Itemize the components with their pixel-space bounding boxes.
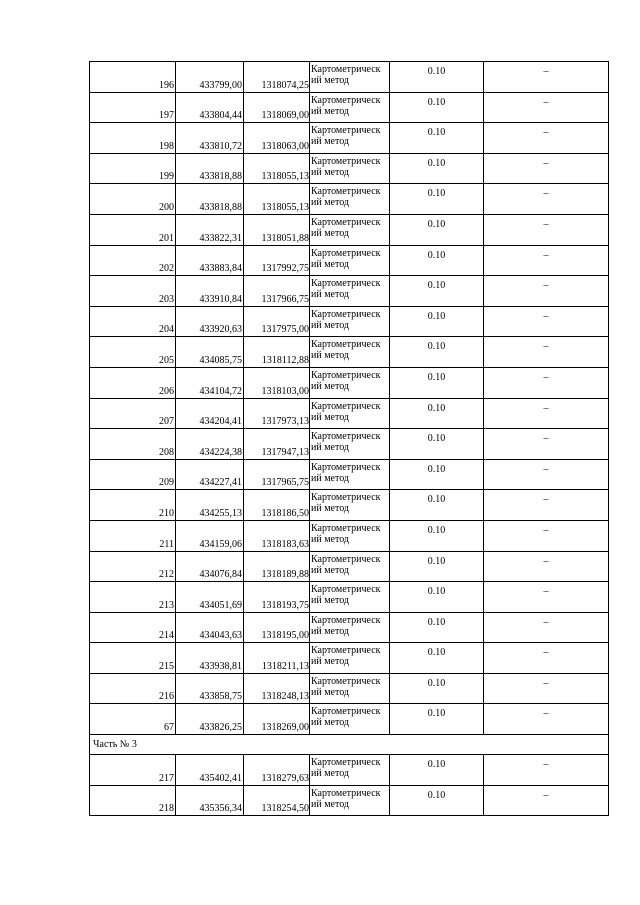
table-body-part-2 <box>90 62 609 735</box>
method-cell <box>310 490 390 521</box>
accuracy-cell: 0.10 <box>390 551 484 582</box>
point-number: 200 <box>90 184 176 215</box>
method-cell <box>310 184 390 215</box>
point-number: 204 <box>90 306 176 337</box>
method-text-line1: Картометрическ <box>311 278 381 290</box>
table-row <box>90 551 609 582</box>
coord-x: 434227,41 <box>176 459 244 490</box>
coord-y: 1317965,75 <box>244 459 310 490</box>
point-number: 213 <box>90 582 176 613</box>
coord-y: 1318279,63 <box>244 755 310 786</box>
point-number: 215 <box>90 643 176 674</box>
method-text-line1: Картометрическ <box>311 675 381 687</box>
method-text-line2: ий метод <box>311 442 350 454</box>
point-number: 210 <box>90 490 176 521</box>
method-cell <box>310 429 390 460</box>
table-body-part-3 <box>90 755 609 816</box>
point-number: 202 <box>90 245 176 276</box>
method-text-line2: ий метод <box>311 717 350 729</box>
method-cell <box>310 755 390 786</box>
coord-y: 1318269,00 <box>244 704 310 735</box>
description-cell: – <box>484 245 609 276</box>
method-cell <box>310 62 390 93</box>
table-row <box>90 214 609 245</box>
method-text-line1: Картометрическ <box>311 369 381 381</box>
accuracy-cell: 0.10 <box>390 245 484 276</box>
method-text-line1: Картометрическ <box>311 216 381 228</box>
method-text-line1: Картометрическ <box>311 247 381 259</box>
coord-x: 433810,72 <box>176 123 244 154</box>
point-number: 218 <box>90 785 176 816</box>
coord-x: 434255,13 <box>176 490 244 521</box>
description-cell: – <box>484 704 609 735</box>
accuracy-cell: 0.10 <box>390 673 484 704</box>
method-cell <box>310 153 390 184</box>
method-cell <box>310 643 390 674</box>
point-number: 203 <box>90 276 176 307</box>
coord-y: 1317975,00 <box>244 306 310 337</box>
method-text-line1: Картометрическ <box>311 787 381 799</box>
coord-y: 1318051,88 <box>244 214 310 245</box>
method-text-line1: Картометрическ <box>311 522 381 534</box>
part-label: Часть № 3 <box>90 735 609 755</box>
point-number: 198 <box>90 123 176 154</box>
coord-x: 434085,75 <box>176 337 244 368</box>
accuracy-cell: 0.10 <box>390 367 484 398</box>
description-cell: – <box>484 551 609 582</box>
method-text-line2: ий метод <box>311 350 350 362</box>
method-text-line2: ий метод <box>311 319 350 331</box>
method-cell <box>310 306 390 337</box>
accuracy-cell: 0.10 <box>390 62 484 93</box>
description-cell: – <box>484 306 609 337</box>
method-text-line2: ий метод <box>311 656 350 668</box>
point-number: 201 <box>90 214 176 245</box>
point-number: 199 <box>90 153 176 184</box>
description-cell: – <box>484 520 609 551</box>
coord-y: 1318183,63 <box>244 520 310 551</box>
method-text-line1: Картометрическ <box>311 614 381 626</box>
coord-y: 1318186,50 <box>244 490 310 521</box>
method-text-line2: ий метод <box>311 227 350 239</box>
coord-y: 1318254,50 <box>244 785 310 816</box>
method-text-line2: ий метод <box>311 625 350 637</box>
table-row <box>90 459 609 490</box>
table-row <box>90 582 609 613</box>
method-text-line2: ий метод <box>311 798 350 810</box>
part-header-row <box>90 735 609 755</box>
accuracy-cell: 0.10 <box>390 704 484 735</box>
accuracy-cell: 0.10 <box>390 153 484 184</box>
method-text-line2: ий метод <box>311 595 350 607</box>
method-text-line2: ий метод <box>311 768 350 780</box>
method-cell <box>310 785 390 816</box>
method-text-line2: ий метод <box>311 503 350 515</box>
method-text-line1: Картометрическ <box>311 553 381 565</box>
description-cell: – <box>484 184 609 215</box>
coord-y: 1317947,13 <box>244 429 310 460</box>
description-cell: – <box>484 582 609 613</box>
table-row <box>90 612 609 643</box>
table-row <box>90 337 609 368</box>
method-text-line1: Картометрическ <box>311 125 381 137</box>
description-cell: – <box>484 214 609 245</box>
accuracy-cell: 0.10 <box>390 490 484 521</box>
accuracy-cell: 0.10 <box>390 184 484 215</box>
method-cell <box>310 367 390 398</box>
description-cell: – <box>484 643 609 674</box>
method-text-line2: ий метод <box>311 105 350 117</box>
method-cell <box>310 520 390 551</box>
method-text-line1: Картометрическ <box>311 339 381 351</box>
method-text-line2: ий метод <box>311 533 350 545</box>
table-row <box>90 643 609 674</box>
coord-y: 1318055,13 <box>244 184 310 215</box>
method-text-line1: Картометрическ <box>311 64 381 75</box>
coord-y: 1318189,88 <box>244 551 310 582</box>
method-text-line1: Картометрическ <box>311 757 381 769</box>
method-text-line1: Картометрическ <box>311 94 381 106</box>
description-cell: – <box>484 398 609 429</box>
description-cell: – <box>484 153 609 184</box>
method-text-line2: ий метод <box>311 197 350 209</box>
method-text-line2: ий метод <box>311 686 350 698</box>
coord-x: 434204,41 <box>176 398 244 429</box>
accuracy-cell: 0.10 <box>390 306 484 337</box>
description-cell: – <box>484 755 609 786</box>
accuracy-cell: 0.10 <box>390 398 484 429</box>
table-row <box>90 184 609 215</box>
table-row <box>90 755 609 786</box>
coord-x: 434224,38 <box>176 429 244 460</box>
method-text-line1: Картометрическ <box>311 308 381 320</box>
point-number: 206 <box>90 367 176 398</box>
accuracy-cell: 0.10 <box>390 643 484 674</box>
description-cell: – <box>484 92 609 123</box>
table-row <box>90 490 609 521</box>
accuracy-cell: 0.10 <box>390 785 484 816</box>
coord-y: 1317992,75 <box>244 245 310 276</box>
point-number: 197 <box>90 92 176 123</box>
method-text-line1: Картометрическ <box>311 584 381 596</box>
coord-x: 433883,84 <box>176 245 244 276</box>
accuracy-cell: 0.10 <box>390 214 484 245</box>
description-cell: – <box>484 62 609 93</box>
table-row <box>90 123 609 154</box>
accuracy-cell: 0.10 <box>390 92 484 123</box>
description-cell: – <box>484 123 609 154</box>
method-cell <box>310 214 390 245</box>
method-cell <box>310 337 390 368</box>
accuracy-cell: 0.10 <box>390 429 484 460</box>
accuracy-cell: 0.10 <box>390 459 484 490</box>
point-number: 216 <box>90 673 176 704</box>
method-cell <box>310 582 390 613</box>
table-row <box>90 704 609 735</box>
coord-x: 433818,88 <box>176 153 244 184</box>
method-cell <box>310 612 390 643</box>
coord-y: 1317973,13 <box>244 398 310 429</box>
point-number: 67 <box>90 704 176 735</box>
method-cell <box>310 459 390 490</box>
point-number: 211 <box>90 520 176 551</box>
accuracy-cell: 0.10 <box>390 337 484 368</box>
method-cell <box>310 398 390 429</box>
point-number: 196 <box>90 62 176 93</box>
accuracy-cell: 0.10 <box>390 520 484 551</box>
method-cell <box>310 704 390 735</box>
coordinates-table <box>89 61 609 816</box>
coord-x: 433910,84 <box>176 276 244 307</box>
method-text-line2: ий метод <box>311 564 350 576</box>
coord-x: 433818,88 <box>176 184 244 215</box>
description-cell: – <box>484 673 609 704</box>
table-row <box>90 62 609 93</box>
method-cell <box>310 92 390 123</box>
table-row <box>90 153 609 184</box>
coord-y: 1318069,00 <box>244 92 310 123</box>
coord-x: 433822,31 <box>176 214 244 245</box>
coord-x: 434051,69 <box>176 582 244 613</box>
coord-y: 1318112,88 <box>244 337 310 368</box>
coord-x: 433858,75 <box>176 673 244 704</box>
method-text-line2: ий метод <box>311 136 350 148</box>
accuracy-cell: 0.10 <box>390 123 484 154</box>
coord-y: 1318074,25 <box>244 62 310 93</box>
table-row <box>90 245 609 276</box>
coord-y: 1318103,00 <box>244 367 310 398</box>
coord-y: 1318195,00 <box>244 612 310 643</box>
method-cell <box>310 673 390 704</box>
method-cell <box>310 123 390 154</box>
coord-x: 434159,06 <box>176 520 244 551</box>
coord-x: 433804,44 <box>176 92 244 123</box>
coord-x: 435356,34 <box>176 785 244 816</box>
table-row <box>90 306 609 337</box>
coord-x: 434043,63 <box>176 612 244 643</box>
method-text-line1: Картометрическ <box>311 706 381 718</box>
method-text-line2: ий метод <box>311 472 350 484</box>
method-text-line2: ий метод <box>311 166 350 178</box>
method-text-line2: ий метод <box>311 380 350 392</box>
method-text-line1: Картометрическ <box>311 155 381 167</box>
coord-y: 1318211,13 <box>244 643 310 674</box>
table-row <box>90 785 609 816</box>
description-cell: – <box>484 367 609 398</box>
table-row <box>90 367 609 398</box>
method-cell <box>310 551 390 582</box>
coord-y: 1318193,75 <box>244 582 310 613</box>
table-row <box>90 92 609 123</box>
coord-x: 433938,81 <box>176 643 244 674</box>
description-cell: – <box>484 785 609 816</box>
coord-y: 1318055,13 <box>244 153 310 184</box>
method-text-line2: ий метод <box>311 75 350 86</box>
coord-x: 434104,72 <box>176 367 244 398</box>
description-cell: – <box>484 612 609 643</box>
table-row <box>90 520 609 551</box>
coord-y: 1317966,75 <box>244 276 310 307</box>
point-number: 208 <box>90 429 176 460</box>
coord-x: 433799,00 <box>176 62 244 93</box>
method-text-line1: Картометрическ <box>311 186 381 198</box>
coord-x: 433920,63 <box>176 306 244 337</box>
table-row <box>90 429 609 460</box>
coord-x: 434076,84 <box>176 551 244 582</box>
method-text-line2: ий метод <box>311 289 350 301</box>
point-number: 207 <box>90 398 176 429</box>
method-cell <box>310 276 390 307</box>
point-number: 205 <box>90 337 176 368</box>
accuracy-cell: 0.10 <box>390 582 484 613</box>
part-header-group <box>90 735 609 755</box>
method-text-line1: Картометрическ <box>311 461 381 473</box>
point-number: 212 <box>90 551 176 582</box>
table-row <box>90 673 609 704</box>
table-row <box>90 398 609 429</box>
description-cell: – <box>484 337 609 368</box>
description-cell: – <box>484 490 609 521</box>
description-cell: – <box>484 459 609 490</box>
coord-x: 435402,41 <box>176 755 244 786</box>
method-text-line2: ий метод <box>311 411 350 423</box>
method-text-line1: Картометрическ <box>311 492 381 504</box>
accuracy-cell: 0.10 <box>390 276 484 307</box>
accuracy-cell: 0.10 <box>390 755 484 786</box>
method-text-line1: Картометрическ <box>311 400 381 412</box>
coord-y: 1318248,13 <box>244 673 310 704</box>
point-number: 217 <box>90 755 176 786</box>
description-cell: – <box>484 276 609 307</box>
description-cell: – <box>484 429 609 460</box>
method-text-line2: ий метод <box>311 258 350 270</box>
method-text-line1: Картометрическ <box>311 431 381 443</box>
accuracy-cell: 0.10 <box>390 612 484 643</box>
table-row <box>90 276 609 307</box>
point-number: 209 <box>90 459 176 490</box>
coord-y: 1318063,00 <box>244 123 310 154</box>
method-cell <box>310 245 390 276</box>
method-text-line1: Картометрическ <box>311 645 381 657</box>
point-number: 214 <box>90 612 176 643</box>
coord-x: 433826,25 <box>176 704 244 735</box>
